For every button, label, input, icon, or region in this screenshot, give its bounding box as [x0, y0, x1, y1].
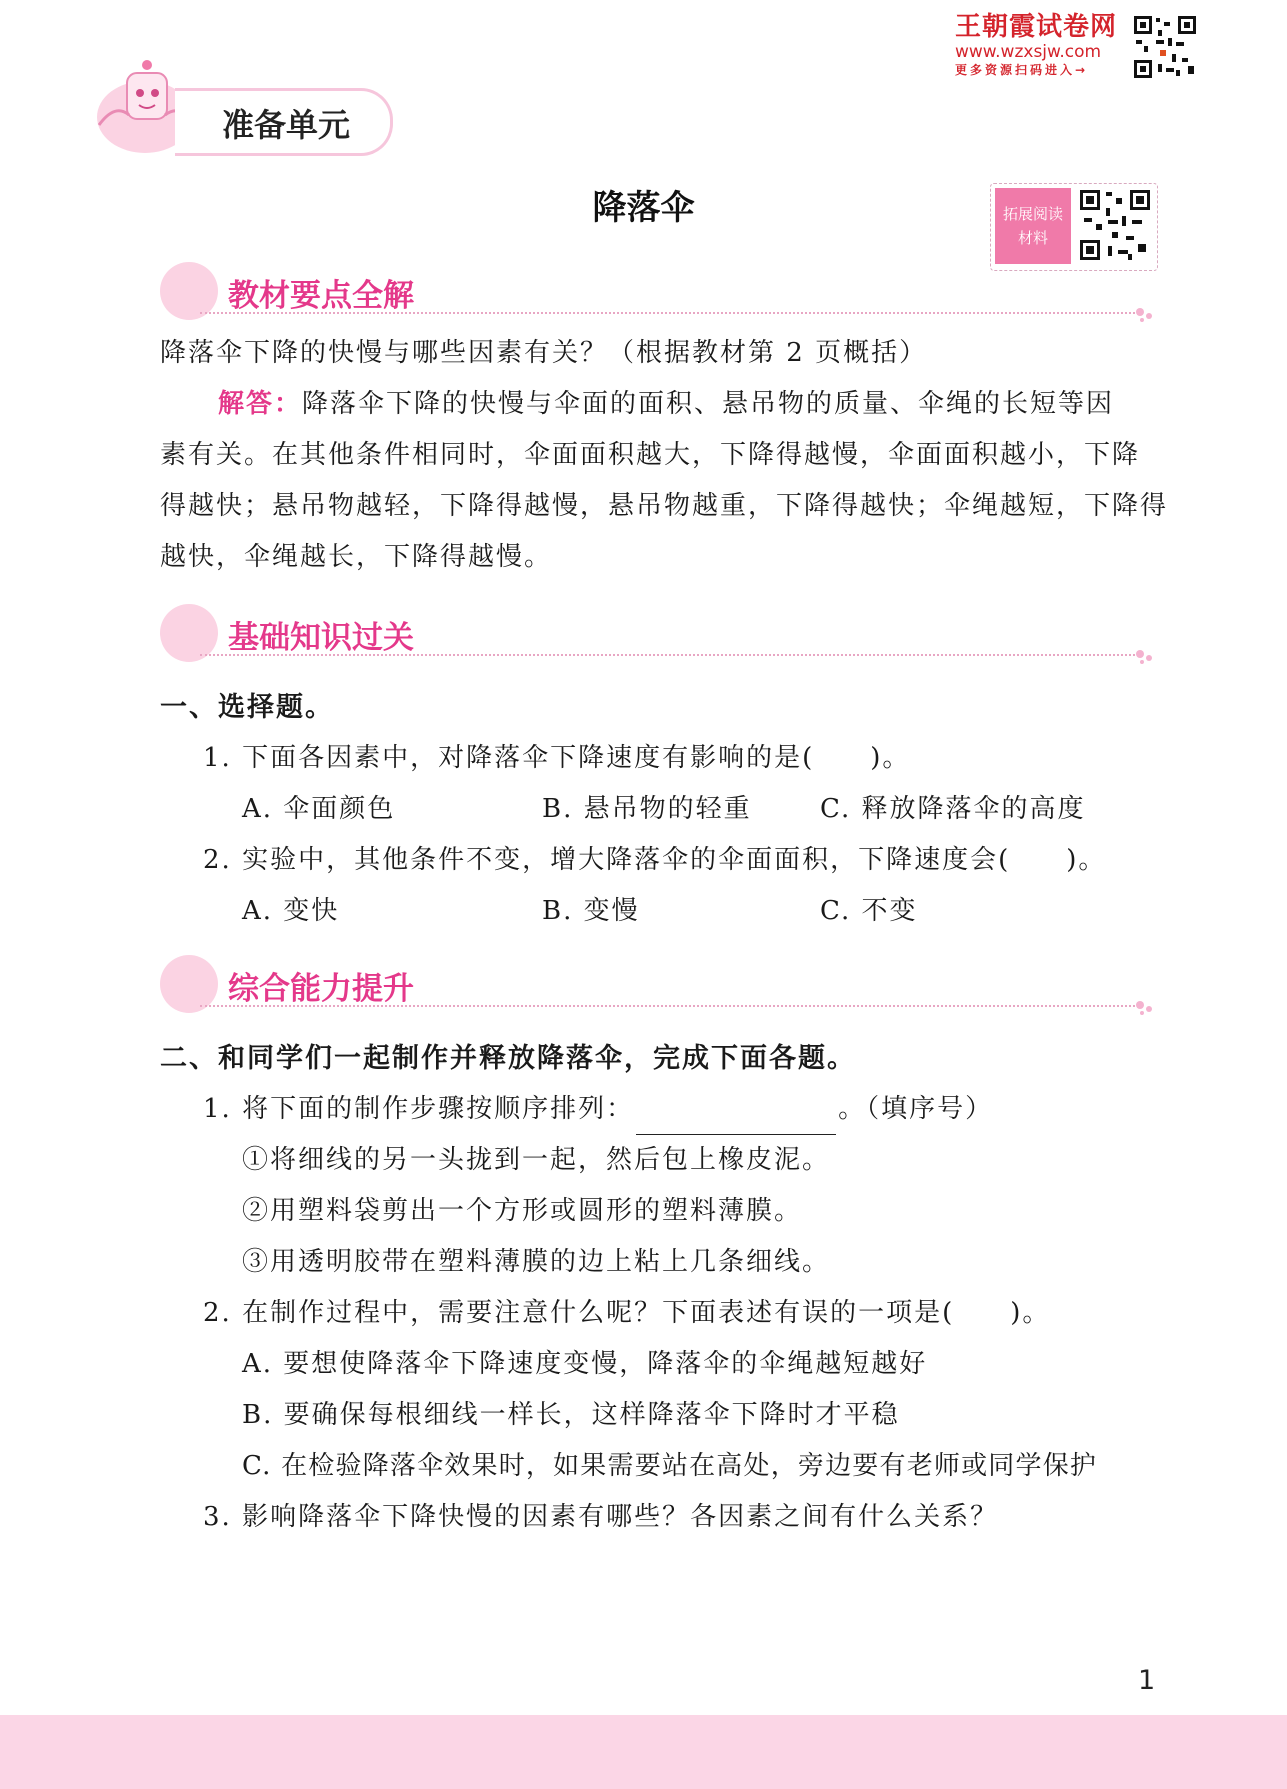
part1-q2-option-c[interactable]: C. 不变 — [820, 896, 918, 926]
answer-line-3: 得越快；悬吊物越轻，下降得越慢，悬吊物越重，下降得越快；伞绳越短，下降得 — [160, 491, 1169, 521]
part2-q2-option-a[interactable]: A. 要想使降落伞下降速度变慢，降落伞的伞绳越短越好 — [242, 1349, 928, 1379]
footer-band — [0, 1715, 1287, 1789]
answer-line-2: 素有关。在其他条件相同时，伞面面积越大，下降得越慢，伞面面积越小，下降 — [160, 440, 1141, 470]
section-header-basics — [160, 604, 1155, 664]
part1-q1-stem: 1. 下面各因素中，对降落伞下降速度有影响的是( )。 — [203, 743, 911, 773]
extension-label-line1: 拓展阅读 — [1002, 205, 1063, 223]
qr-code-icon[interactable] — [1132, 14, 1198, 80]
part2-q2-option-c[interactable]: C. 在检验降落伞效果时，如果需要站在高处，旁边要有老师或同学保护 — [242, 1451, 1098, 1481]
section-title-ability: 综合能力提升 — [228, 971, 414, 1007]
order-answer-blank[interactable] — [636, 1106, 836, 1135]
answer-text-1: 降落伞下降的快慢与伞面的面积、悬吊物的质量、伞绳的长短等因 — [302, 389, 1115, 419]
part1-q1-option-a[interactable]: A. 伞面颜色 — [242, 794, 396, 824]
brand-name: 王朝霞试卷网 — [955, 12, 1118, 42]
page-number: 1 — [1138, 1665, 1156, 1696]
section-header-ability — [160, 955, 1155, 1015]
part2-q1-step2: ②用塑料袋剪出一个方形或圆形的塑料薄膜。 — [242, 1196, 803, 1226]
brand-url[interactable]: www.wzxsjw.com — [955, 42, 1102, 62]
dots-icon — [1135, 304, 1155, 324]
part1-q1-option-b[interactable]: B. 悬吊物的轻重 — [542, 794, 752, 824]
unit-label: 准备单元 — [222, 106, 351, 144]
divider — [200, 1005, 1135, 1007]
page-title: 降落伞 — [592, 188, 695, 228]
divider — [200, 654, 1135, 656]
part1-heading: 一、选择题。 — [160, 692, 334, 723]
section-header-key-points — [160, 262, 1155, 322]
part2-q3-stem: 3. 影响降落伞下降快慢的因素有哪些？各因素之间有什么关系？ — [203, 1502, 999, 1532]
section-title-key-points: 教材要点全解 — [228, 278, 414, 314]
answer-label: 解答： — [218, 389, 303, 419]
part2-q1-step3: ③用透明胶带在塑料薄膜的边上粘上几条细线。 — [242, 1247, 831, 1277]
part2-q1-stem-before: 1. 将下面的制作步骤按顺序排列： — [203, 1094, 635, 1124]
brand-block — [955, 12, 1135, 78]
extension-reading-label[interactable] — [995, 188, 1071, 264]
dots-icon — [1135, 997, 1155, 1017]
part1-q1-option-c[interactable]: C. 释放降落伞的高度 — [820, 794, 1086, 824]
key-question: 降落伞下降的快慢与哪些因素有关？（根据教材第 2 页概括） — [160, 338, 928, 368]
part2-q1-step1: ①将细线的另一头拢到一起，然后包上橡皮泥。 — [242, 1145, 831, 1175]
section-title-basics: 基础知识过关 — [228, 620, 414, 656]
divider — [200, 312, 1135, 314]
part1-q2-option-b[interactable]: B. 变慢 — [542, 896, 640, 926]
part2-heading: 二、和同学们一起制作并释放降落伞，完成下面各题。 — [160, 1043, 856, 1074]
part2-q2-stem: 2. 在制作过程中，需要注意什么呢？下面表述有误的一项是( )。 — [203, 1298, 1051, 1328]
answer-line-4: 越快，伞绳越长，下降得越慢。 — [160, 542, 553, 572]
part1-q2-stem: 2. 实验中，其他条件不变，增大降落伞的伞面面积，下降速度会( )。 — [203, 845, 1107, 875]
part2-q2-option-b[interactable]: B. 要确保每根细线一样长，这样降落伞下降时才平稳 — [242, 1400, 900, 1430]
extension-label-line2: 材料 — [1017, 229, 1048, 247]
answer-line-1 — [218, 379, 1114, 430]
extension-qr-icon[interactable] — [1078, 188, 1152, 262]
part2-q1-stem — [203, 1084, 993, 1135]
part1-q2-option-a[interactable]: A. 变快 — [242, 896, 340, 926]
brand-tagline: 更多资源扫码进入→ — [955, 63, 1089, 77]
dots-icon — [1135, 646, 1155, 666]
part2-q1-stem-after: 。（填序号） — [838, 1094, 994, 1124]
